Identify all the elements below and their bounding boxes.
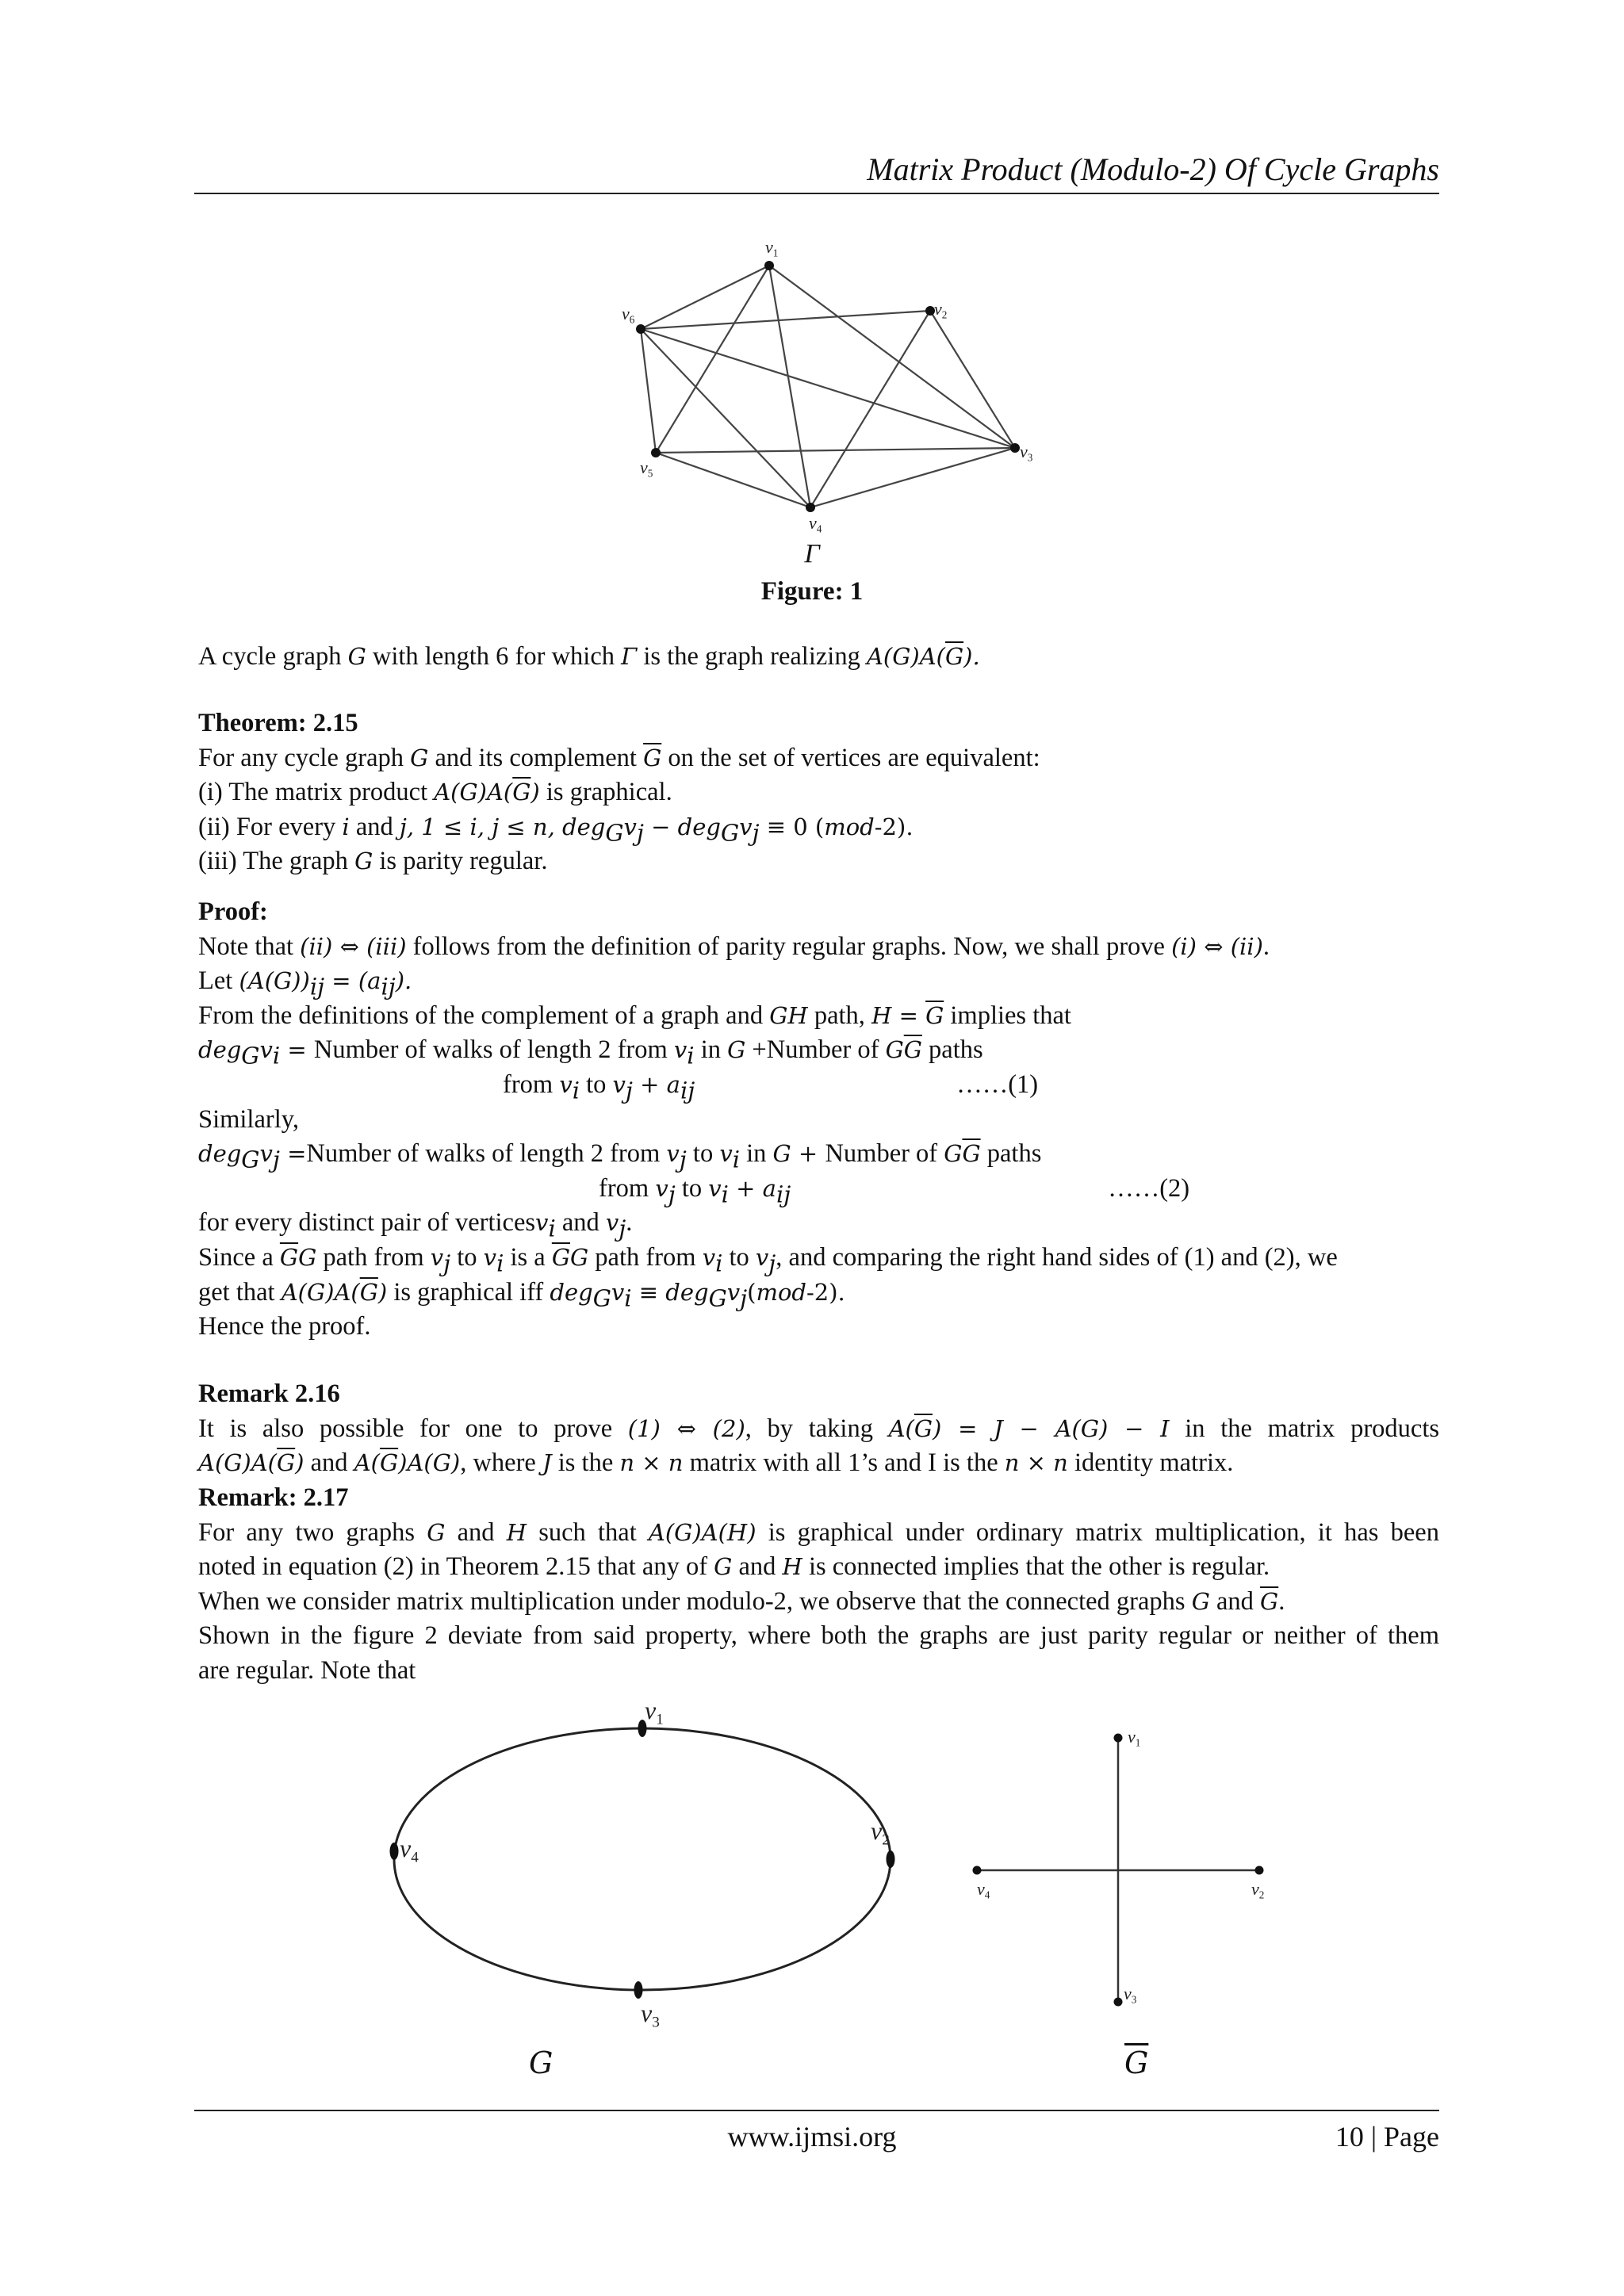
vertex-label-v3: $v_3$: [1020, 442, 1033, 464]
footer-page-number: 10 | Page: [1335, 2121, 1439, 2152]
vertex-label-v4: $v_4$: [809, 513, 822, 535]
figure2-graphs: [373, 1689, 1308, 2038]
footer-url: www.ijmsi.org: [727, 2121, 897, 2152]
complement-label-v2: $v_2$: [1251, 1879, 1265, 1901]
graph-label-gamma: Γ: [804, 539, 820, 568]
theorem-2-15: Theorem: 2.15 For any cycle graph G and its complement $\overline{G}$ on the set of vertices are equivalent: (i) The matrix product $A(G)A(\overline{G})$ is graphical. (ii) For every i and j, 1 ≤ i, j ≤ n, $deg_Gv_j - deg_Gv_j \equiv 0$ (mod-2). (iii) The graph G is parity regular.: [198, 706, 1439, 879]
vertex-v3: [1010, 443, 1020, 453]
cycle-label-v2: $v_2$: [871, 1816, 890, 1849]
complement-vertex-v2: [1255, 1866, 1264, 1875]
proof: Proof: Note that (ii) ⇔ (iii) follows from the definition of parity regular graphs. Now, we shall prove (i) ⇔ (ii). Let $(A(G))_{ij} = (a_{ij})$. From the definitions of the complement of a graph and GH path, $H = \overline{G}$ implies that $deg_Gv_i$ = Number of walks of length 2 from $v_i$ in G +Number of $G\overline{G}$ paths from $v_i$ to $v_j + a_{ij}$ ……(1) Similarly, $deg_Gv_j$ =Number of walks of length 2 from $v_j$ to $v_i$ in G + Number of $G\overline{G}$ paths from $v_j$ to $v_i + a_{ij}$ ……(2) for every distinct pair of verticesv$_i$ and $v_j$. Since a $\overline{G}G$ path from $v_j$ to $v_i$ is a $\overline{G}G$ path from $v_i$ to $v_j$, and comparing the right hand sides of (1) and (2), we get that $A(G)A(\overline{G})$ is graphical iff $deg_Gv_i \equiv deg_Gv_j(mod-2)$. Hence the proof.: [198, 895, 1439, 1345]
complement-label-v4: $v_4$: [977, 1879, 990, 1901]
cycle-label-v4: $v_4$: [400, 1834, 419, 1866]
figure1-caption: Figure: 1: [760, 577, 864, 606]
complement-vertex-v4: [973, 1866, 982, 1875]
vertex-label-v1: $v_1$: [765, 237, 779, 259]
edge-v6-v5: [641, 329, 656, 453]
vertex-v6: [636, 324, 645, 334]
theorem-title: Theorem: 2.15: [198, 709, 358, 737]
edge-v5-v3: [656, 448, 1015, 453]
cycle-label-v1: $v_1$: [645, 1696, 664, 1728]
cycle-vertex-v2: [887, 1850, 895, 1868]
remark-2-16: Remark 2.16 It is also possible for one to prove (1) ⇔ (2), by taking $A(\overline{G}) = J - A(G) - I$ in the matrix products $A(G)A(\overline{G})$ and $A(\overline{G})A(G)$, where J is the n × n matrix with all 1’s and I is the n × n identity matrix.: [198, 1377, 1439, 1481]
complement-graph: [973, 1727, 1265, 2007]
proof-title: Proof:: [198, 897, 268, 926]
cycle-vertex-v4: [390, 1843, 399, 1860]
figure2-label-G-complement: $\overline{G}$: [1124, 2045, 1149, 2080]
figure1-graph: [611, 234, 1055, 535]
vertex-v5: [651, 448, 661, 457]
complement-vertex-v1: [1114, 1734, 1123, 1743]
footer-rule: [194, 2110, 1439, 2111]
cycle-vertex-v3: [634, 1981, 643, 1999]
header-rule: [194, 193, 1439, 194]
vertex-label-v6: $v_6$: [622, 304, 635, 326]
vertex-v4: [806, 503, 815, 512]
remark-2-17-title: Remark: 2.17: [198, 1483, 349, 1512]
running-header: Matrix Product (Modulo-2) Of Cycle Graphs: [867, 151, 1439, 187]
remark-2-16-title: Remark 2.16: [198, 1380, 340, 1408]
complement-label-v3: $v_3$: [1124, 1984, 1137, 2006]
figure2-label-G: G: [529, 2045, 553, 2080]
vertex-v1: [764, 261, 774, 270]
edge-v1-v3: [769, 266, 1015, 448]
vertex-label-v2: $v_2$: [934, 299, 948, 321]
cycle-ellipse: [394, 1728, 891, 1990]
vertex-label-v5: $v_5$: [640, 457, 653, 480]
complement-vertex-v3: [1114, 1998, 1123, 2007]
remark-2-17: Remark: 2.17 For any two graphs G and H such that A(G)A(H) is graphical under ordinary matrix multiplication, it has been noted in equation (2) in Theorem 2.15 that any of G and H is connected implies that the other is regular. When we consider matrix multiplication under modulo-2, we observe that the connected graphs G and $\overline{G}$. Shown in the figure 2 deviate from said property, where both the graphs are just parity regular or neither of them are regular. Note that: [198, 1481, 1439, 1689]
edge-v2-v3: [930, 311, 1015, 448]
cycle-label-v3: $v_3$: [641, 1999, 660, 2031]
cycle-graph-G: [390, 1696, 895, 2031]
complement-label-v1: $v_1$: [1128, 1727, 1141, 1749]
edge-v5-v4: [656, 453, 810, 507]
paragraph-1: A cycle graph G with length 6 for which Γ is the graph realizing $A(G)A(\overline{G})$.: [198, 642, 980, 671]
edge-v6-v2: [641, 311, 930, 329]
